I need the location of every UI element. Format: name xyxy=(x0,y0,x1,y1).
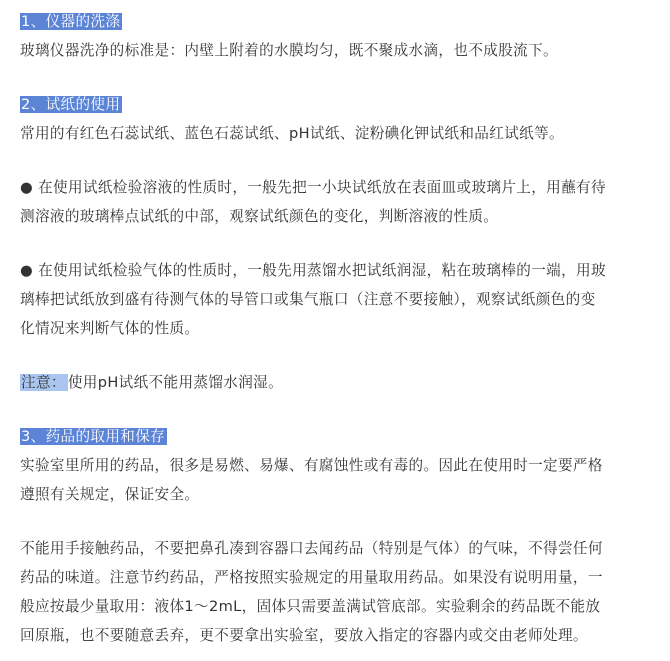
section-2-heading: 2、试纸的使用 xyxy=(21,96,121,113)
section-3-paragraph-1-line-1: 实验室里所用的药品，很多是易燃、易爆、有腐蚀性或有毒的。因此在使用时一定要严格 xyxy=(20,457,603,474)
section-3-paragraph-1-line-2: 遵照有关规定，保证安全。 xyxy=(20,486,200,503)
section-2-paragraph: 常用的有红色石蕊试纸、蓝色石蕊试纸、pH试纸、淀粉碘化钾试纸和品红试纸等。 xyxy=(20,125,564,142)
section-2-bullet-2-line-1: ● 在使用试纸检验气体的性质时，一般先用蒸馏水把试纸润湿，粘在玻璃棒的一端，用玻 xyxy=(20,262,606,279)
section-1-heading: 1、仪器的洗涤 xyxy=(21,13,121,30)
section-3-heading: 3、药品的取用和保存 xyxy=(21,428,166,445)
section-1-paragraph: 玻璃仪器洗净的标准是：内壁上附着的水膜均匀，既不聚成水滴，也不成股流下。 xyxy=(20,42,558,59)
section-2-heading-line xyxy=(20,94,662,116)
section-2-bullet-1-line-2: 测溶液的玻璃棒点试纸的中部，观察试纸颜色的变化，判断溶液的性质。 xyxy=(20,208,499,225)
section-3-heading-line xyxy=(20,426,662,448)
section-2-bullet-2-line-2: 璃棒把试纸放到盛有待测气体的导管口或集气瓶口（注意不要接触），观察试纸颜色的变 xyxy=(20,291,596,308)
note-line xyxy=(20,372,662,394)
section-1-heading-line xyxy=(20,11,662,33)
section-2-bullet-2-line-3: 化情况来判断气体的性质。 xyxy=(20,320,200,337)
section-2-bullet-1-line-1: ● 在使用试纸检验溶液的性质时，一般先把一小块试纸放在表面皿或玻璃片上，用蘸有待 xyxy=(20,179,606,196)
section-3-paragraph-2-line-3: 般应按最少量取用：液体1～2mL，固体只需要盖满试管底部。实验剩余的药品既不能放 xyxy=(20,598,601,615)
section-3-paragraph-2-line-4: 回原瓶，也不要随意丢弃，更不要拿出实验室，要放入指定的容器内或交由老师处理。 xyxy=(20,627,588,644)
note-text: 使用pH试纸不能用蒸馏水润湿。 xyxy=(67,374,284,391)
section-3-paragraph-2-line-1: 不能用手接触药品，不要把鼻孔凑到容器口去闻药品（特别是气体）的气味，不得尝任何 xyxy=(20,540,603,557)
note-label: 注意： xyxy=(21,374,66,391)
section-3-paragraph-2-line-2: 药品的味道。注意节约药品，严格按照实验规定的用量取用药品。如果没有说明用量，一 xyxy=(20,569,603,586)
